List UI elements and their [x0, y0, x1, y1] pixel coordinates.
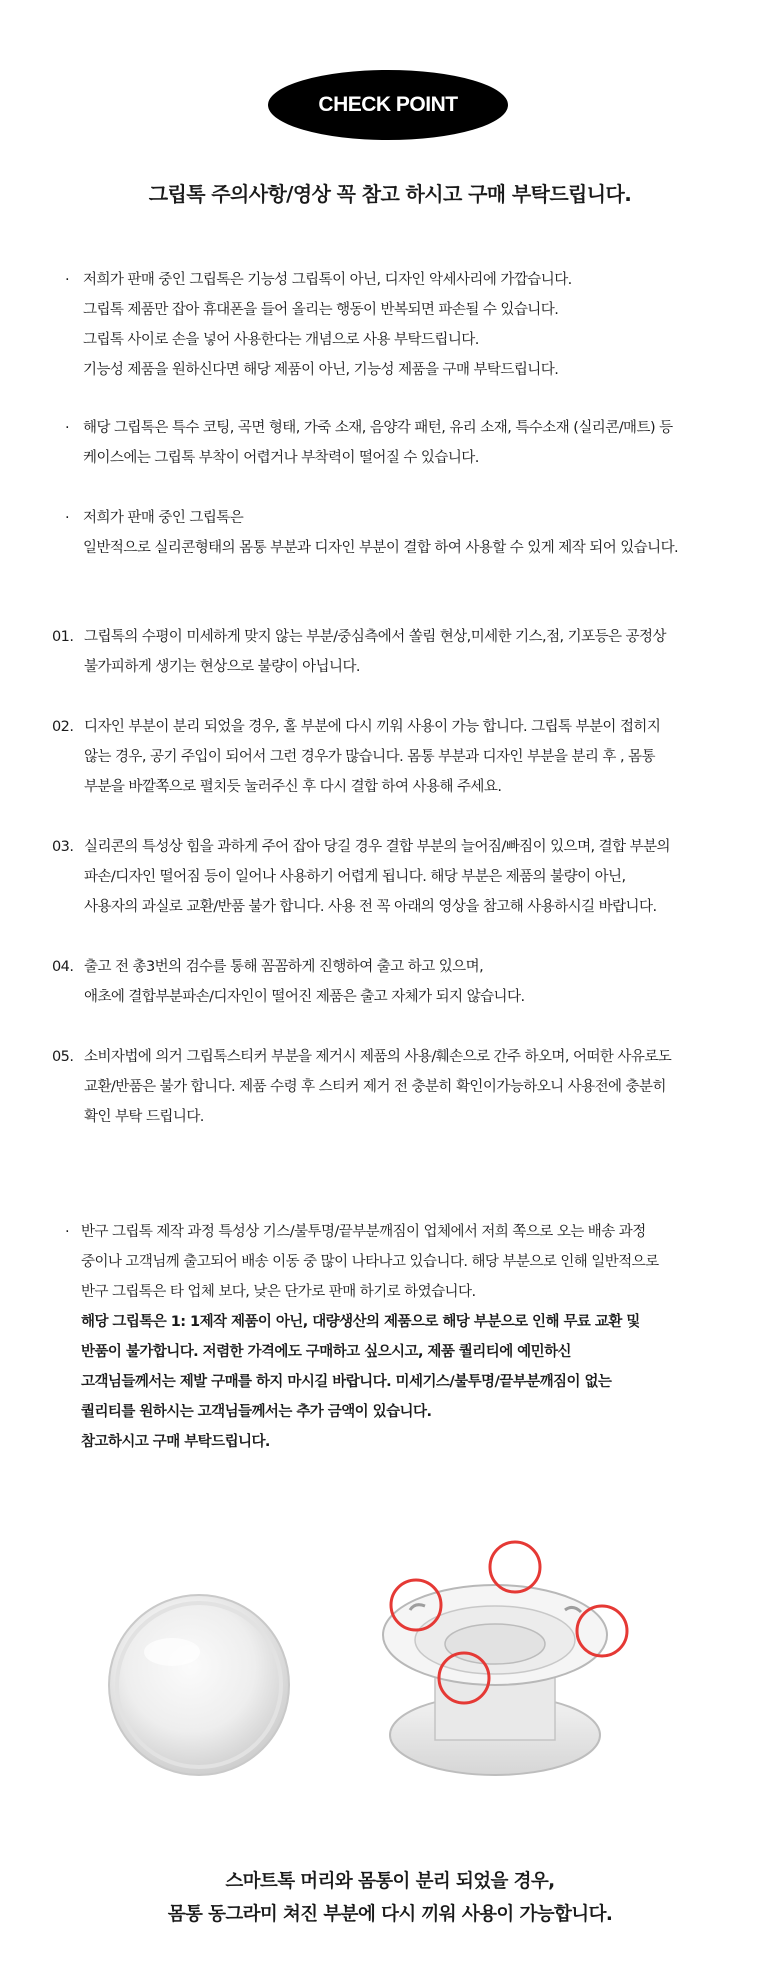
bold-notice-line: 해당 그립톡은 1: 1제작 제품이 아닌, 대량생산의 제품으로 해당 부분으로 인해 무료 교환 및 — [81, 1314, 640, 1330]
notice-2 — [65, 413, 760, 473]
badge-label: CHECK POINT — [318, 93, 458, 116]
bold-notice-line: 퀄리티를 원하시는 고객님들께서는 추가 금액이 있습니다. — [81, 1404, 432, 1420]
item-line: 소비자법에 의거 그립톡스티커 부분을 제거시 제품의 사용/훼손으로 간주 하오며, 어떠한 사유로도 — [84, 1049, 672, 1065]
bold-notice-line: 반품이 불가합니다. 저렴한 가격에도 구매하고 싶으시고, 제품 퀄리티에 예민하신 — [81, 1344, 571, 1360]
item-line: 사용자의 과실로 교환/반품 불가 합니다. 사용 전 꼭 아래의 영상을 참고해 사용하시길 바랍니다. — [84, 899, 657, 915]
item-line: 애초에 결합부분파손/디자인이 떨어진 제품은 출고 자체가 되지 않습니다. — [84, 989, 525, 1005]
photo-caption — [0, 1865, 780, 1931]
bold-notice-line: 고객님들께서는 제발 구매를 하지 마시길 바랍니다. 미세기스/불투명/끝부분깨짐이 없는 — [81, 1374, 612, 1390]
notice-line: 중이나 고객님께 출고되어 배송 이동 중 많이 나타나고 있습니다. 해당 부분으로 인해 일반적으로 — [81, 1254, 659, 1270]
item-number: 01. — [52, 629, 74, 645]
bullet-icon: · — [65, 510, 70, 526]
page-title: 그립톡 주의사항/영상 꼭 참고 하시고 구매 부탁드립니다. — [148, 182, 632, 206]
item-line: 확인 부탁 드립니다. — [84, 1109, 204, 1125]
caption-line: 몸통 동그라미 쳐진 부분에 다시 끼워 사용이 가능합니다. — [167, 1904, 613, 1925]
item-line: 파손/디자인 떨어짐 등이 일어나 사용하기 어렵게 됩니다. 해당 부분은 제품의 불량이 아닌, — [84, 869, 626, 885]
item-line: 교환/반품은 불가 합니다. 제품 수령 후 스티커 제거 전 충분히 확인이가능하오니 사용전에 충분히 — [84, 1079, 666, 1095]
notice-line: 기능성 제품을 원하신다면 해당 제품이 아닌, 기능성 제품을 구매 부탁드립니다. — [83, 362, 559, 378]
item-number: 03. — [52, 839, 74, 855]
notice-line: 저희가 판매 중인 그립톡은 — [83, 510, 244, 526]
dome-grip-photo — [104, 1590, 294, 1780]
notice-line: 일반적으로 실리콘형태의 몸통 부분과 디자인 부분이 결합 하여 사용할 수 있게 제작 되어 있습니다. — [83, 540, 679, 556]
item-number: 04. — [52, 959, 74, 975]
item-line: 불가피하게 생기는 현상으로 불량이 아닙니다. — [84, 659, 360, 675]
item-number: 05. — [52, 1049, 74, 1065]
item-number: 02. — [52, 719, 74, 735]
notice-line: 그립톡 사이로 손을 넣어 사용한다는 개념으로 사용 부탁드립니다. — [83, 332, 479, 348]
final-notice — [65, 1217, 760, 1457]
item-line: 디자인 부분이 분리 되었을 경우, 홀 부분에 다시 끼워 사용이 가능 합니다. 그립톡 부분이 접히지 — [84, 719, 661, 735]
bullet-icon: · — [65, 420, 70, 436]
notice-3 — [65, 503, 760, 563]
item-line: 부분을 바깥쪽으로 펼치듯 눌러주신 후 다시 결합 하여 사용해 주세요. — [84, 779, 502, 795]
highlight-circle — [490, 1542, 540, 1592]
numbered-item-02 — [52, 712, 752, 802]
bullet-icon: · — [65, 272, 70, 288]
numbered-item-01 — [52, 622, 752, 682]
bullet-icon: · — [65, 1224, 70, 1240]
notice-line: 해당 그립톡은 특수 코팅, 곡면 형태, 가죽 소재, 음양각 패턴, 유리 소재, 특수소재 (실리콘/매트) 등 — [83, 420, 673, 436]
numbered-item-03 — [52, 832, 752, 922]
notice-line: 반구 그립톡은 타 업체 보다, 낮은 단가로 판매 하기로 하였습니다. — [81, 1284, 476, 1300]
check-point-badge — [268, 70, 508, 140]
notice-line: 그립톡 제품만 잡아 휴대폰을 들어 올리는 행동이 반복되면 파손될 수 있습니다. — [83, 302, 559, 318]
item-line: 그립톡의 수평이 미세하게 맞지 않는 부분/중심측에서 쏠림 현상,미세한 기스,점, 기포등은 공정상 — [84, 629, 666, 645]
bold-notice-line: 참고하시고 구매 부탁드립니다. — [81, 1434, 270, 1450]
numbered-item-05 — [52, 1042, 752, 1132]
numbered-item-04 — [52, 952, 752, 1012]
item-line: 출고 전 총3번의 검수를 통해 꼼꼼하게 진행하여 출고 하고 있으며, — [84, 959, 484, 975]
notice-line: 케이스에는 그립톡 부착이 어렵거나 부착력이 떨어질 수 있습니다. — [83, 450, 479, 466]
item-line: 실리콘의 특성상 힘을 과하게 주어 잡아 당길 경우 결합 부분의 늘어짐/빠짐이 있으며, 결합 부분의 — [84, 839, 670, 855]
notice-line: 저희가 판매 중인 그립톡은 기능성 그립톡이 아닌, 디자인 악세사리에 가깝습니다. — [83, 272, 572, 288]
notice-line: 반구 그립톡 제작 과정 특성상 기스/불투명/끝부분깨짐이 업체에서 저희 쪽으로 오는 배송 과정 — [81, 1224, 646, 1240]
notice-1 — [65, 265, 760, 385]
grip-body-photo — [355, 1540, 635, 1790]
item-line: 않는 경우, 공기 주입이 되어서 그런 경우가 많습니다. 몸통 부분과 디자인 부분을 분리 후 , 몸통 — [84, 749, 655, 765]
caption-line: 스마트톡 머리와 몸통이 분리 되었을 경우, — [225, 1871, 555, 1892]
